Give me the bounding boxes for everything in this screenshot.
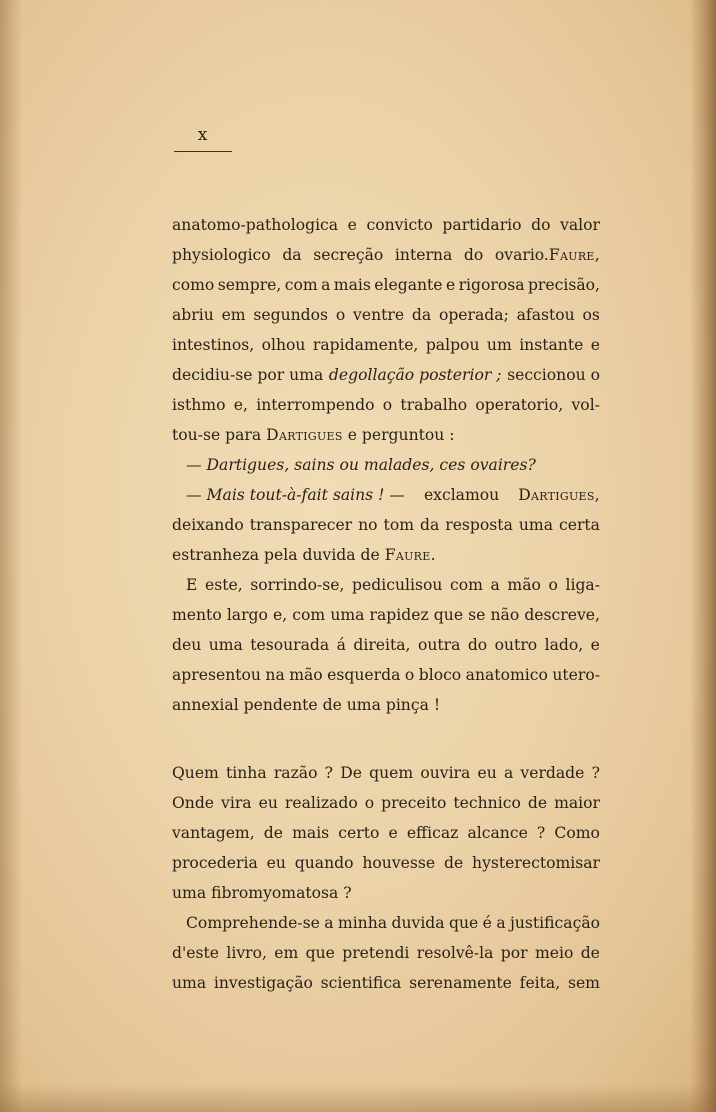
word: transparecer	[249, 516, 353, 534]
page-number-rule	[174, 151, 232, 152]
word: quando	[294, 854, 354, 872]
word: razão	[273, 764, 318, 782]
word: a	[324, 914, 334, 932]
word: esquerda	[327, 666, 401, 684]
text-line	[172, 908, 600, 938]
word: a	[496, 914, 506, 932]
text-line	[172, 878, 600, 908]
word: o	[404, 666, 415, 684]
text-fragment: tou-se para	[172, 426, 262, 444]
word: ouvira	[420, 764, 471, 782]
author-name: Faure.	[384, 546, 436, 564]
word: uma	[172, 974, 207, 992]
word: deu	[172, 636, 202, 654]
word: que	[305, 944, 335, 962]
word: operada;	[438, 306, 509, 324]
word: em	[274, 944, 299, 962]
word: a	[321, 276, 331, 294]
word: direita,	[353, 636, 411, 654]
word: pediculisou	[352, 576, 443, 594]
word: com	[284, 276, 318, 294]
word: operatorio,	[475, 396, 564, 414]
word: isthmo	[172, 396, 226, 414]
word: no	[358, 516, 378, 534]
word: eu	[266, 854, 286, 872]
word: duvida	[391, 914, 445, 932]
text-line	[172, 788, 600, 818]
word: lado,	[544, 636, 584, 654]
page-shadow-bottom	[0, 1084, 716, 1112]
word: eu	[477, 764, 497, 782]
text-fragment: e perguntou :	[347, 426, 455, 444]
word: minha	[337, 914, 388, 932]
word: de	[263, 824, 283, 842]
word: tinha	[226, 764, 267, 782]
word: do	[463, 246, 484, 264]
text-line	[172, 360, 600, 390]
text-line	[172, 690, 600, 720]
word: por	[500, 944, 528, 962]
word: o	[548, 576, 558, 594]
text-line	[172, 240, 600, 270]
word: rapidez	[369, 606, 429, 624]
word: com	[450, 576, 483, 594]
word: d'este	[172, 944, 219, 962]
text-line	[172, 510, 600, 540]
word: o	[382, 396, 393, 414]
word: com	[292, 606, 326, 624]
word: rapidamente,	[312, 336, 419, 354]
text-line	[172, 210, 600, 240]
word: quem	[369, 764, 414, 782]
word: investigação	[213, 974, 313, 992]
word: pretendi	[342, 944, 410, 962]
word: os	[582, 306, 600, 324]
word: ovario.	[494, 246, 549, 264]
word: tom	[383, 516, 414, 534]
word: o	[364, 794, 375, 812]
word: alcance	[467, 824, 528, 842]
word: um	[486, 336, 512, 354]
word: resolvê-la	[416, 944, 494, 962]
text-line	[172, 390, 600, 420]
word: feita,	[519, 974, 561, 992]
word: Como	[554, 824, 600, 842]
word: mais	[292, 824, 330, 842]
word: Quem	[172, 764, 219, 782]
word: certo	[338, 824, 380, 842]
word: afastou	[516, 306, 575, 324]
word: e	[445, 276, 456, 294]
text-fragment	[172, 240, 549, 270]
word: é	[482, 914, 492, 932]
word: resposta	[445, 516, 513, 534]
word: De	[340, 764, 362, 782]
text-line	[172, 848, 600, 878]
text-line	[172, 818, 600, 848]
word: na	[265, 666, 285, 684]
word: procederia	[172, 854, 258, 872]
page-binding-shadow	[690, 0, 716, 1112]
word: trabalho	[400, 396, 468, 414]
word: valor	[560, 216, 600, 234]
word: verdade	[520, 764, 585, 782]
word: interrompendo	[256, 396, 375, 414]
word: se	[468, 606, 486, 624]
word: uma	[330, 606, 365, 624]
word: utero-	[552, 666, 600, 684]
word: sorrindo-se,	[250, 576, 345, 594]
word: que	[449, 914, 479, 932]
word: technico	[453, 794, 521, 812]
dialogue-question: — Dartigues, sains ou malades, ces ovaires?	[186, 456, 536, 474]
word: da	[411, 306, 432, 324]
word: partidario	[442, 216, 522, 234]
word: ventre	[353, 306, 405, 324]
text-line	[172, 938, 600, 968]
word: ?	[536, 824, 546, 842]
text-line	[172, 300, 600, 330]
word: certa	[558, 516, 600, 534]
text-fragment: seccionou o	[507, 366, 600, 384]
word: liga-	[565, 576, 600, 594]
word: elegante	[374, 276, 443, 294]
word: E	[186, 576, 198, 594]
word: apresentou	[172, 666, 261, 684]
word: mais	[333, 276, 371, 294]
word: precisão,	[527, 276, 600, 294]
word: convicto	[366, 216, 433, 234]
word: de	[443, 854, 464, 872]
text-line	[172, 540, 600, 570]
body-text	[172, 210, 600, 998]
word: palpou	[425, 336, 480, 354]
text-line	[172, 570, 600, 600]
word: bloco	[418, 666, 462, 684]
page-number: x	[197, 125, 209, 145]
word: anatomico	[465, 666, 548, 684]
word: ?	[324, 764, 334, 782]
word: anatomo-pathologica	[172, 216, 339, 234]
word: a	[503, 764, 514, 782]
word: á	[336, 636, 346, 654]
word: physiologico	[172, 246, 271, 264]
word: outro	[494, 636, 538, 654]
word: eu	[258, 794, 278, 812]
word: e	[388, 824, 398, 842]
text-line	[172, 660, 600, 690]
word: do	[467, 636, 488, 654]
word: tesourada	[250, 636, 330, 654]
word: uma	[208, 636, 243, 654]
word: abriu	[172, 306, 214, 324]
word: como	[172, 276, 215, 294]
word: da	[282, 246, 302, 264]
word: este,	[204, 576, 243, 594]
page-shadow-left	[0, 0, 22, 1112]
author-name: Dartigues,	[518, 486, 600, 504]
text-fragment: estranheza pela duvida de	[172, 546, 380, 564]
word: o	[335, 306, 346, 324]
word: ?	[591, 764, 600, 782]
word: a	[490, 576, 500, 594]
author-name: Faure,	[548, 246, 600, 264]
text-fragment: annexial pendente de uma pinça !	[172, 696, 441, 714]
section-gap	[172, 720, 600, 758]
text-line	[172, 420, 600, 450]
word: vira	[221, 794, 252, 812]
word: da	[419, 516, 440, 534]
word: livro,	[226, 944, 267, 962]
text-line	[172, 330, 600, 360]
word: sempre,	[217, 276, 282, 294]
word: de	[580, 944, 600, 962]
word: olhou	[261, 336, 306, 354]
word: rigorosa	[458, 276, 525, 294]
word: instante	[519, 336, 584, 354]
word: não	[490, 606, 520, 624]
text-line	[172, 758, 600, 788]
word: outra	[417, 636, 461, 654]
word: justificação	[510, 914, 600, 932]
word: e,	[273, 606, 288, 624]
word: em	[221, 306, 246, 324]
word: interna	[394, 246, 453, 264]
text-line	[172, 450, 600, 480]
word: mão	[507, 576, 541, 594]
word: segundos	[253, 306, 329, 324]
word: houvesse	[362, 854, 436, 872]
word: preceito	[381, 794, 447, 812]
author-name: Dartigues	[266, 426, 343, 444]
word: maior	[554, 794, 600, 812]
word: deixando	[172, 516, 244, 534]
word: intestinos,	[172, 336, 255, 354]
word: vol-	[571, 396, 600, 414]
word: e	[590, 336, 600, 354]
word: e,	[233, 396, 248, 414]
text-fragment: uma fibromyomatosa ?	[172, 884, 352, 902]
word: largo	[226, 606, 268, 624]
word: Comprehende-se	[186, 914, 320, 932]
word: uma	[518, 516, 553, 534]
text-line	[172, 480, 600, 510]
word: mento	[172, 606, 222, 624]
text-line	[172, 968, 600, 998]
word: mão	[289, 666, 323, 684]
word: que	[433, 606, 464, 624]
word: e	[347, 216, 357, 234]
dialogue-answer: — Mais tout-à-fait sains ! —	[186, 486, 405, 504]
text-fragment: decidiu-se por uma	[172, 366, 324, 384]
word: serenamente	[409, 974, 512, 992]
word: Onde	[172, 794, 215, 812]
word: do	[531, 216, 551, 234]
word: efficaz	[406, 824, 459, 842]
word: realizado	[284, 794, 358, 812]
word: sem	[567, 974, 600, 992]
text-fragment: exclamou	[423, 486, 500, 504]
text-line	[172, 270, 600, 300]
italic-term: degollação posterior ;	[328, 366, 502, 384]
word: hysterectomisar	[472, 854, 600, 872]
word: vantagem,	[172, 824, 255, 842]
text-line	[172, 630, 600, 660]
word: de	[527, 794, 548, 812]
word: descreve,	[524, 606, 600, 624]
word: scientifica	[320, 974, 402, 992]
word: meio	[534, 944, 574, 962]
word: secreção	[313, 246, 384, 264]
text-line	[172, 600, 600, 630]
word: e	[590, 636, 600, 654]
